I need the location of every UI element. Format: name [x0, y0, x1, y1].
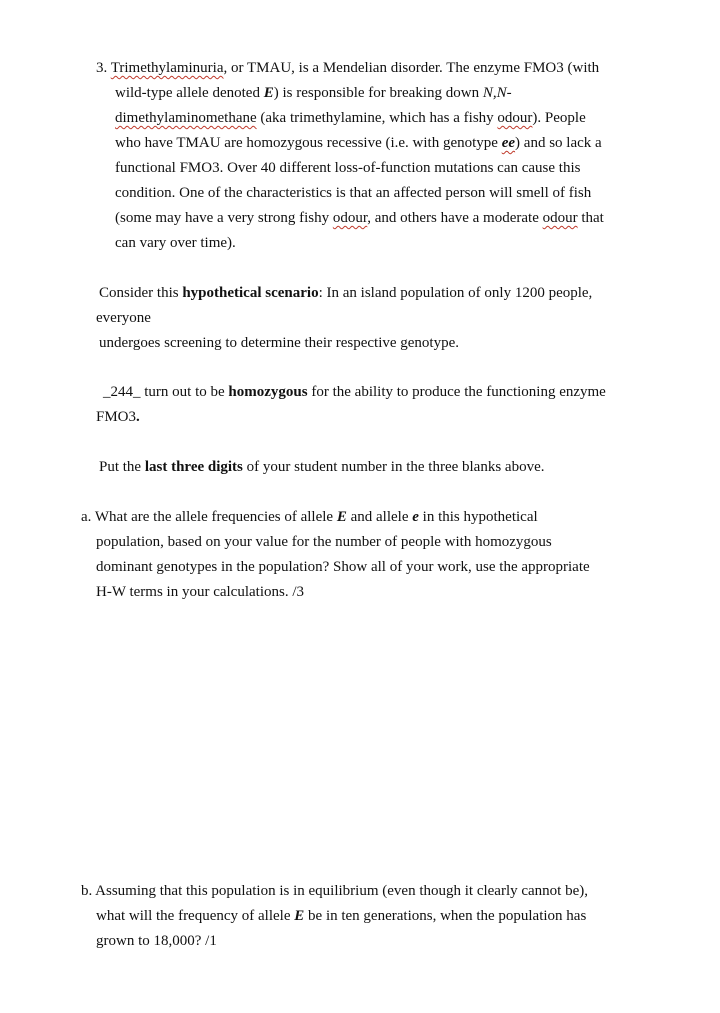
text: Put the [99, 459, 145, 475]
part-a-line-3: dominant genotypes in the population? Show all of your work, use the appropriate [96, 559, 590, 575]
text: who have TMAU are homozygous recessive (i.e. with genotype [115, 135, 502, 151]
text: ) and so lack a [515, 135, 602, 151]
text: what will the frequency of allele [96, 908, 295, 924]
word-odour: odour [542, 210, 578, 226]
text: , and others have a moderate [367, 210, 543, 226]
question-3-line-4 [115, 133, 602, 153]
text: (aka trimethylamine, which has a fishy [256, 110, 498, 126]
term-trimethylaminuria: Trimethylaminuria [110, 60, 224, 76]
question-number: 3. [96, 60, 108, 76]
text: be in ten generations, when the population has [304, 908, 587, 924]
part-a-line-2: population, based on your value for the number of people with homozygous [96, 534, 552, 550]
text: ) is responsible for breaking down [273, 85, 483, 101]
nn-prefix: N,N- [482, 85, 512, 101]
part-b-line-3: grown to 18,000? /1 [96, 933, 217, 949]
allele-E: E [294, 908, 305, 924]
text: wild-type allele denoted [115, 85, 264, 101]
part-a-line-1 [81, 507, 538, 527]
enzyme-name: FMO3 [96, 409, 137, 425]
last-three-digits: last three digits [144, 459, 243, 475]
scenario-line-2: everyone [96, 310, 151, 326]
question-3-line-5: functional FMO3. Over 40 different loss-of-function mutations can cause this [115, 160, 581, 176]
count-line-2 [96, 407, 140, 427]
question-3-line-2 [115, 83, 512, 103]
text: Consider this [99, 285, 183, 301]
text: for the ability to produce the functioning enzyme [307, 384, 606, 400]
scenario-line-3: undergoes screening to determine their respective genotype. [99, 335, 460, 351]
allele-e: e [412, 509, 419, 525]
part-b-line-2 [96, 906, 586, 926]
scenario-line-1 [99, 283, 592, 303]
text: in this hypothetical [418, 509, 538, 525]
allele-E: E [263, 85, 274, 101]
question-3-line-8: can vary over time). [115, 235, 236, 251]
scenario-label: hypothetical scenario [182, 285, 319, 301]
question-3-line-7 [115, 208, 604, 228]
genotype-ee: ee [501, 135, 516, 151]
term-dimethylaminomethane: dimethylaminomethane [115, 110, 257, 126]
text: (some may have a very strong fishy [115, 210, 333, 226]
question-3-line-3 [115, 108, 586, 128]
text: ). People [532, 110, 586, 126]
homozygous-term: homozygous [228, 384, 308, 400]
word-odour: odour [497, 110, 533, 126]
question-3-line-6: condition. One of the characteristics is that an affected person will smell of fish [115, 185, 592, 201]
question-3-line-1 [96, 58, 599, 78]
text: and allele [346, 509, 413, 525]
text: that [577, 210, 604, 226]
text: , or TMAU, is a Mendelian disorder. The enzyme FMO3 (with [223, 60, 600, 76]
count-line-1 [103, 382, 606, 402]
part-a-line-4: H-W terms in your calculations. /3 [96, 584, 305, 600]
text: a. What are the allele frequencies of allele [81, 509, 337, 525]
student-number-blank: _244_ turn out to be [103, 384, 229, 400]
word-odour: odour [332, 210, 368, 226]
text: . [136, 409, 140, 425]
part-b-line-1: b. Assuming that this population is in equilibrium (even though it clearly cannot be), [81, 883, 589, 899]
instruction-line [99, 457, 545, 477]
allele-E: E [336, 509, 347, 525]
text: : In an island population of only 1200 people, [318, 285, 593, 301]
text: of your student number in the three blanks above. [242, 459, 545, 475]
